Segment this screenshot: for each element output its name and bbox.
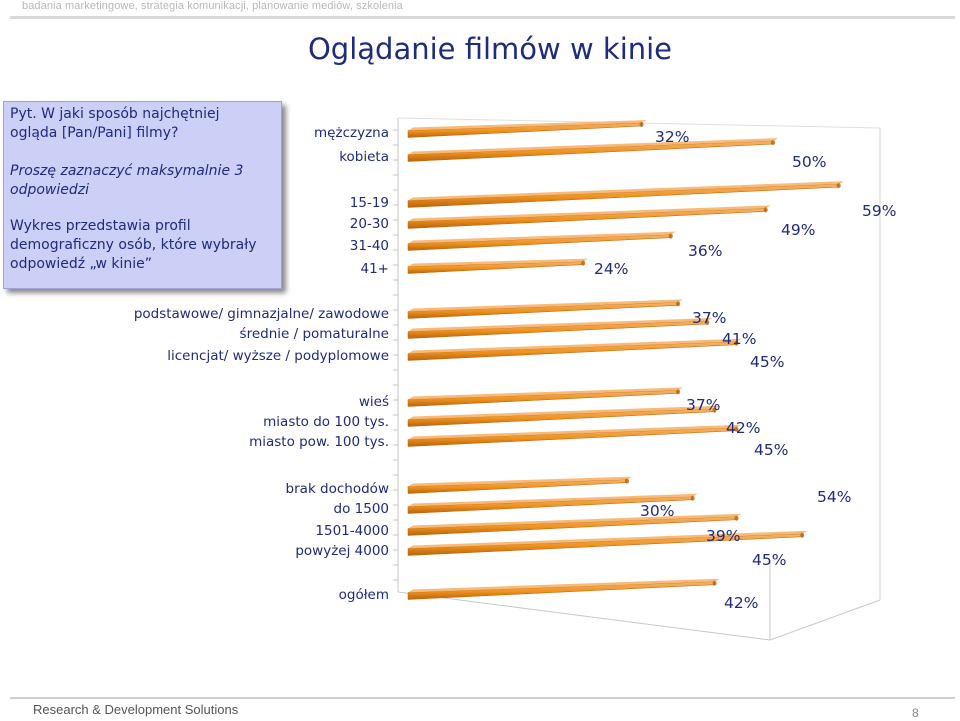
data-label: 45% [750, 353, 785, 371]
footer-divider [10, 697, 955, 699]
category-label: 15-19 [349, 195, 389, 211]
category-label: 41+ [360, 261, 389, 277]
data-label: 54% [817, 488, 852, 506]
bar-end [837, 183, 841, 188]
category-label: 31-40 [349, 238, 389, 254]
category-label: do 1500 [333, 501, 389, 517]
data-label: 41% [722, 330, 757, 348]
category-label: miasto pow. 100 tys. [249, 434, 389, 450]
data-label: 24% [594, 260, 629, 278]
category-label: wieś [358, 394, 389, 410]
category-label: mężczyzna [314, 125, 389, 141]
axis-bottom [398, 592, 770, 640]
bar-end [800, 533, 804, 538]
data-label: 50% [792, 153, 827, 171]
data-label: 37% [692, 309, 727, 327]
data-label: 32% [655, 128, 690, 146]
bar-end [640, 122, 644, 127]
data-label: 49% [781, 221, 816, 239]
bar-end [691, 496, 695, 501]
category-label: 1501-4000 [315, 523, 389, 539]
bar-end [676, 389, 680, 394]
bar-end [735, 516, 739, 521]
category-label: licencjat/ wyższe / podyplomowe [167, 348, 389, 364]
bar-top-face [408, 181, 844, 200]
category-label: ogółem [338, 587, 389, 603]
data-label: 37% [686, 396, 721, 414]
data-label: 42% [724, 594, 759, 612]
axis-depth [770, 600, 880, 640]
data-label: 45% [752, 551, 787, 569]
category-label: średnie / pomaturalne [239, 326, 389, 342]
bar-end [669, 234, 673, 239]
category-label: powyżej 4000 [295, 543, 389, 559]
bar-end [581, 261, 585, 266]
data-label: 36% [688, 242, 723, 260]
tagline: badania marketingowe, strategia komunikacji, planowanie mediów, szkolenia [22, 0, 403, 12]
category-label: brak dochodów [285, 481, 389, 497]
bar-end [713, 581, 717, 586]
question-text: Pyt. W jaki sposób najchętniej ogląda [Pan/Pani] filmy? [10, 106, 220, 141]
bar-end [625, 479, 629, 484]
data-label: 42% [726, 419, 761, 437]
bar-end [676, 301, 680, 306]
instruction-text: Proszę zaznaczyć maksymalnie 3 odpowiedzi [10, 163, 244, 198]
data-label: 39% [706, 527, 741, 545]
footer-company: Research & Development Solutions [33, 702, 239, 717]
bar-end [771, 140, 775, 145]
bar-end [764, 207, 768, 212]
page-number: 8 [912, 706, 919, 720]
category-label: 20-30 [349, 216, 389, 232]
data-label: 59% [862, 202, 897, 220]
category-label: kobieta [339, 149, 389, 165]
data-label: 45% [754, 441, 789, 459]
page-title: Oglądanie filmów w kinie [307, 32, 673, 66]
note-text: Wykres przedstawia profil demograficzny osób, które wybrały odpowiedź „w kinie” [10, 218, 257, 272]
category-label: miasto do 100 tys. [263, 414, 389, 430]
category-label: podstawowe/ gimnazjalne/ zawodowe [133, 306, 389, 322]
data-label: 30% [640, 502, 675, 520]
